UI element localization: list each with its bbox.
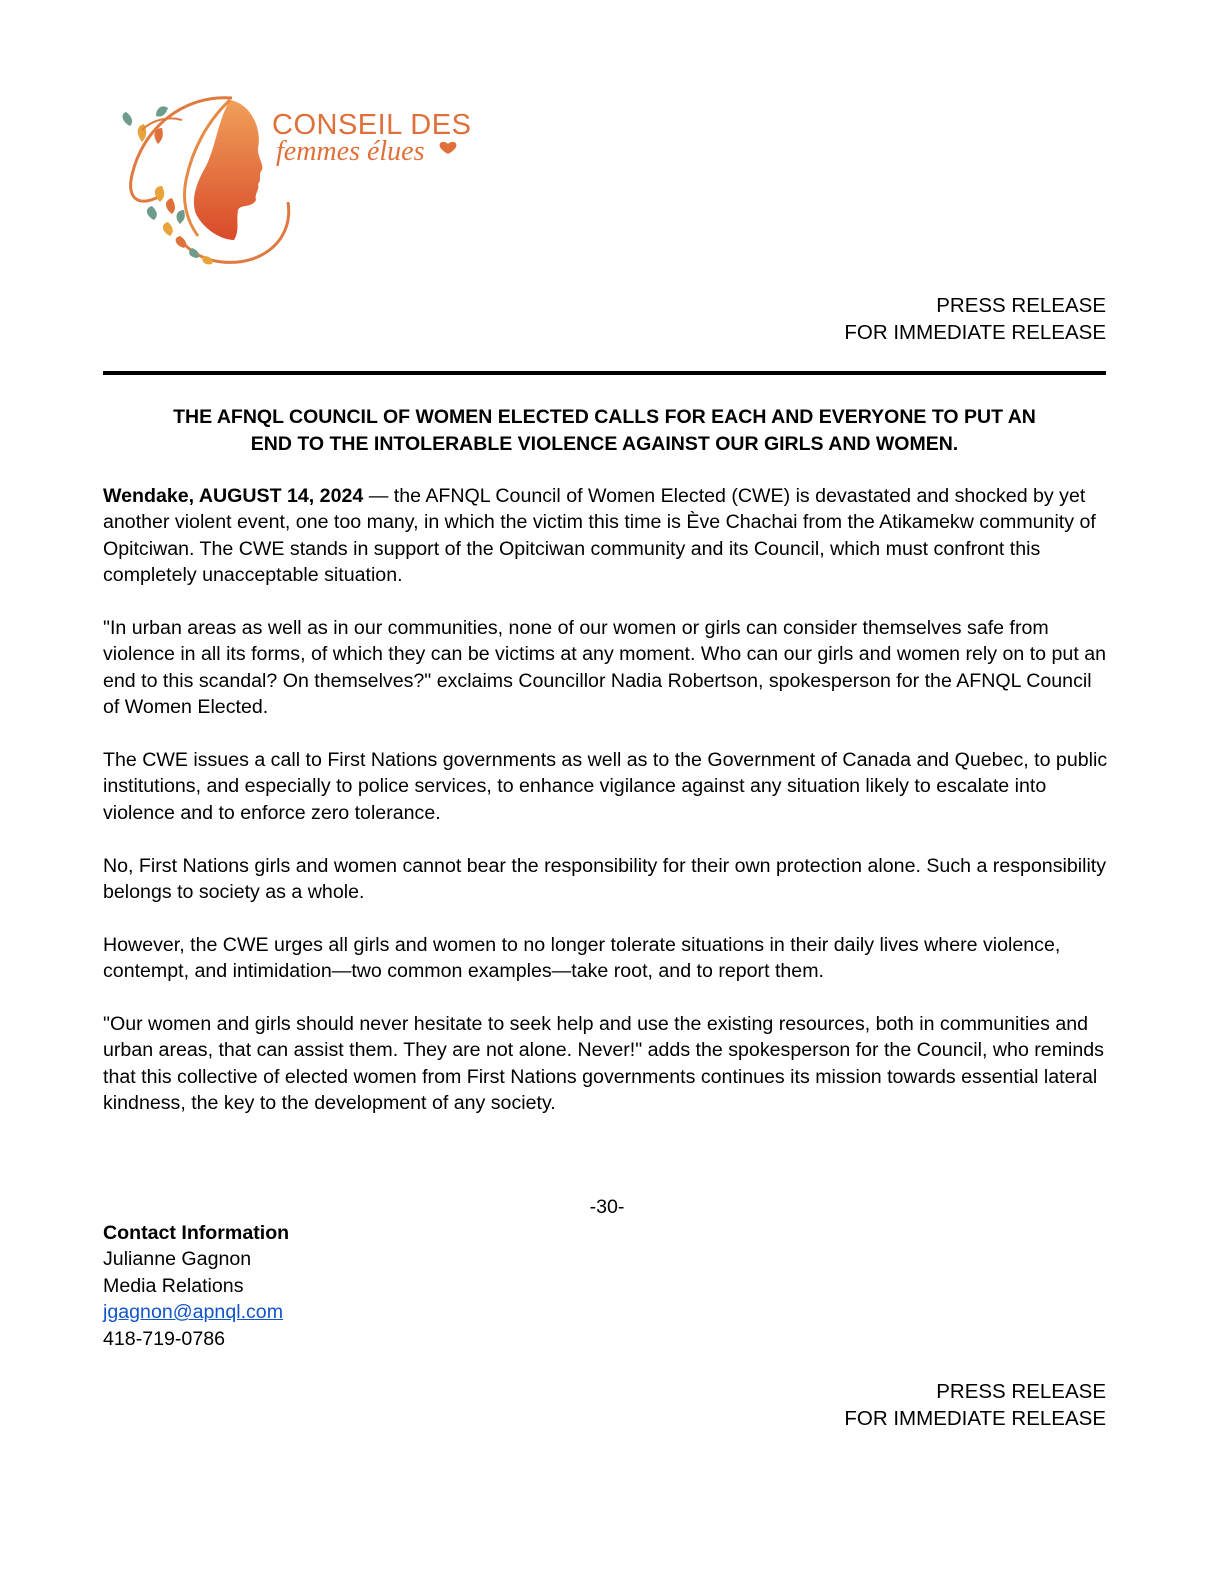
contact-name: Julianne Gagnon bbox=[103, 1248, 252, 1271]
release-body bbox=[103, 483, 1113, 1143]
contact-title: Contact Information bbox=[103, 1222, 290, 1244]
contact-phone: 418-719-0786 bbox=[103, 1327, 226, 1350]
paragraph-3: The CWE issues a call to First Nations governments as well as to the Government of Canada and Quebec, to public institutions, and especially to police services, to enhance vigilance against any situation likely to escalate into violence and to enforce zero tolerance. bbox=[103, 749, 1108, 824]
contact-role: Media Relations bbox=[103, 1274, 244, 1297]
end-mark: -30- bbox=[589, 1196, 625, 1218]
header-divider bbox=[103, 371, 1106, 375]
press-release-header bbox=[844, 292, 1106, 346]
paragraph-2: "In urban areas as well as in our communities, none of our women or girls can consider themselves safe from violence in all its forms, of which they can be victims at any moment. Who can our girls and women rely on to put an end to this scandal? On themselves?" exclaims Councillor Nadia Robertson, spokesperson for the AFNQL Council of Women Elected. bbox=[103, 617, 1107, 719]
footer-immediate-release-label: FOR IMMEDIATE RELEASE bbox=[844, 1407, 1106, 1430]
council-logo bbox=[112, 90, 472, 275]
council-logo-graphic bbox=[112, 90, 472, 275]
immediate-release-label: FOR IMMEDIATE RELEASE bbox=[844, 321, 1106, 344]
press-release-footer bbox=[844, 1378, 1106, 1432]
footer-press-release-label: PRESS RELEASE bbox=[936, 1380, 1106, 1403]
contact-block bbox=[103, 1220, 289, 1352]
paragraph-6: "Our women and girls should never hesitate to seek help and use the existing resources, both in communities and urban areas, that can assist them. They are not alone. Never!" adds the spokesperson for the Council, who reminds that this collective of elected women from First Nations governments continues its mission towards essential lateral kindness, the key to the development of any society. bbox=[103, 1013, 1104, 1115]
headline bbox=[103, 404, 1106, 458]
contact-email-link[interactable]: jgagnon@apnql.com bbox=[103, 1301, 284, 1324]
paragraph-4: No, First Nations girls and women cannot bear the responsibility for their own protection alone. Such a responsibility belongs to society as a whole. bbox=[103, 854, 1107, 904]
paragraph-1 bbox=[103, 483, 1113, 589]
headline-line-1: THE AFNQL COUNCIL OF WOMEN ELECTED CALLS FOR EACH AND EVERYONE TO PUT AN bbox=[173, 406, 1036, 428]
dateline: Wendake, AUGUST 14, 2024 bbox=[103, 485, 364, 507]
logo-line-2: femmes élues bbox=[276, 136, 425, 167]
logo-line-1: CONSEIL DES bbox=[272, 109, 472, 141]
press-release-label: PRESS RELEASE bbox=[936, 294, 1106, 317]
paragraph-5: However, the CWE urges all girls and women to no longer tolerate situations in their daily lives where violence, contempt, and intimidation—two common examples—take root, and to report them. bbox=[103, 933, 1061, 983]
paragraph-1-text: — the AFNQL Council of Women Elected (CWE) is devastated and shocked by yet another violent event, one too many, in which the victim this time is Ève Chachai from the Atikamekw community of Opitciwan. The CWE stands in support of the Opitciwan community and its Council, which must confront this completely unacceptable situation. bbox=[103, 485, 1096, 587]
headline-line-2: END TO THE INTOLERABLE VIOLENCE AGAINST OUR GIRLS AND WOMEN. bbox=[250, 433, 959, 455]
